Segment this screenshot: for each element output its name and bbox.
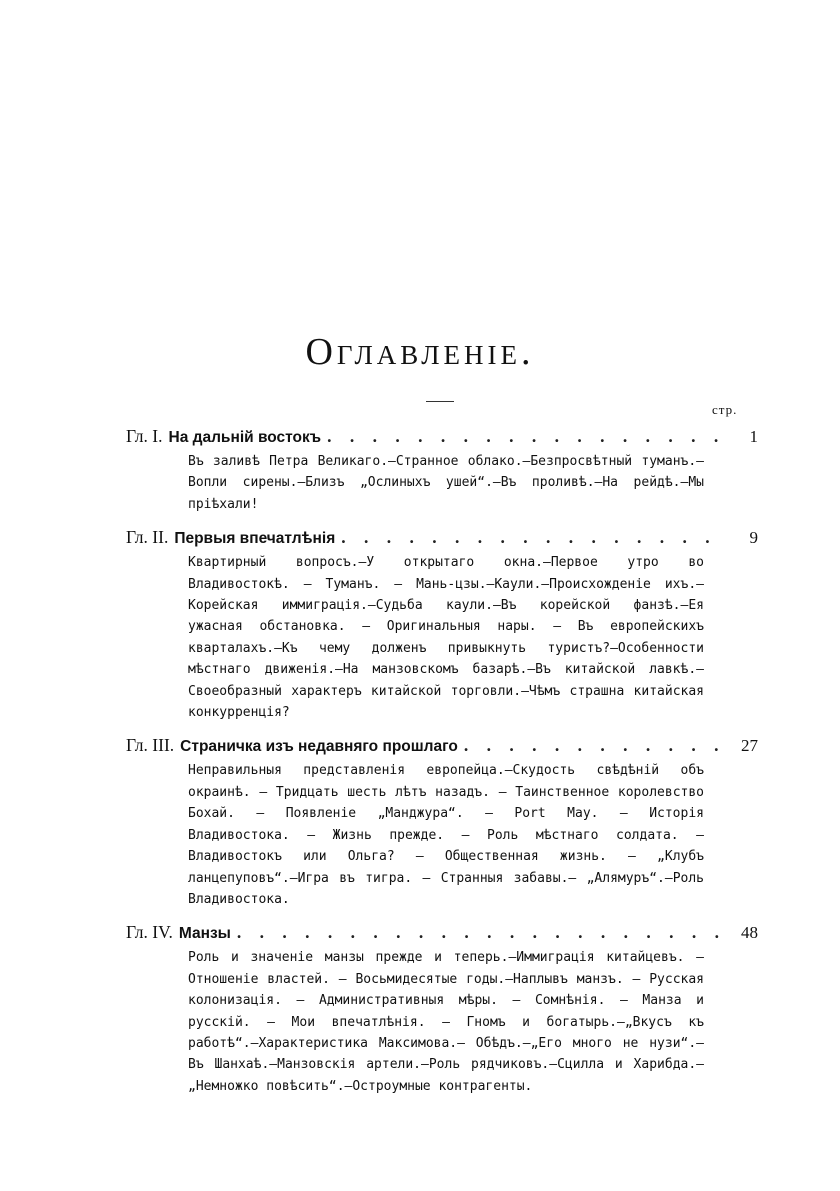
chapter-number: Гл. I. [126, 426, 163, 446]
page-title: Оглавленіе. [305, 331, 535, 373]
page-column-label: стр. [712, 402, 738, 417]
chapter-summary: Квартирный вопросъ.—У открытаго окна.—Первое утро во Владивостокѣ. — Туманъ. — Мань-цзы.—Каули.—Происхожденіе ихъ.—Корейская иммиграція.—Судьба каули.—Въ корейской фанзѣ.—Ея ужасная обстановка. — Оригинальныя нары. — Въ европейскихъ кварталахъ.—Къ чему долженъ привыкнуть туристъ?—Особенности мѣстнаго движенія.—На манзовскомъ базарѣ.—Въ китайской лавкѣ.—Своеобразный характеръ китайской торговли.—Чѣмъ страшна китайская конкурренція? [188, 555, 704, 721]
chapter-page-number: 9 [749, 528, 758, 548]
dot-leader [237, 919, 724, 945]
toc-entry-heading [126, 919, 758, 947]
chapter-summary: Неправильныя представленія европейца.—Скудость свѣдѣній объ окраинѣ. — Тридцать шесть лѣтъ назадъ. — Таинственное королевство Бохай. — Появленіе „Манджура“. — Port May. — Исторія Владивостока. — Жизнь прежде. — Роль мѣстнаго солдата. — Владивостокъ или Ольга? — Общественная жизнь. — „Клубъ ланцепуповъ“.—Игра въ тигра. — Странныя забавы.— „Алямуръ“.—Роль Владивостока. [188, 763, 704, 907]
toc-entry-chapter-4[interactable] [126, 919, 758, 1097]
chapter-page-number: 27 [741, 736, 758, 756]
toc-entry-chapter-3[interactable] [126, 732, 758, 910]
table-of-contents [126, 423, 758, 1106]
chapter-number: Гл. II. [126, 527, 169, 548]
dot-leader [464, 732, 724, 758]
toc-entry-chapter-1[interactable] [126, 423, 758, 515]
toc-entry-heading [126, 524, 758, 552]
chapter-number: Гл. III. [126, 735, 175, 756]
chapter-number: Гл. IV. [126, 922, 173, 943]
dot-leader [341, 524, 724, 550]
chapter-summary: Роль и значеніе манзы прежде и теперь.—Иммиграція китайцевъ. — Отношеніе властей. — Восьмидесятые годы.—Наплывъ манзъ. — Русская колонизація. — Административныя мѣры. — Сомнѣнія. — Манза и русскій. — Мои впечатлѣнія. — Гномъ и богатырь.—„Вкусъ къ работѣ“.—Характеристика Максимова.— Обѣдъ.—„Его много не нузи“.—Въ Шанхаѣ.—Манзовскія артели.—Роль рядчиковъ.—Сцилла и Харибда.—„Немножко повѣсить“.—Остроумные контрагенты. [188, 950, 704, 1094]
chapter-title: Первыя впечатлѣнія [174, 530, 336, 548]
toc-entry-heading [126, 423, 758, 451]
chapter-title: Манзы [178, 925, 231, 943]
chapter-summary: Въ заливѣ Петра Великаго.—Странное облако.—Безпросвѣтный туманъ.—Вопли сирены.—Близъ „Ослиныхъ ушей“.—Въ проливѣ.—На рейдѣ.—Мы пріѣхали! [188, 454, 704, 512]
toc-entry-heading [126, 732, 758, 760]
dot-leader [327, 423, 724, 449]
chapter-title: Страничка изъ недавняго прошлаго [180, 738, 458, 756]
chapter-title: На дальній востокъ [168, 429, 322, 446]
title-rule [426, 401, 454, 402]
chapter-page-number: 1 [749, 427, 758, 446]
chapter-page-number: 48 [741, 923, 758, 943]
toc-entry-chapter-2[interactable] [126, 524, 758, 723]
